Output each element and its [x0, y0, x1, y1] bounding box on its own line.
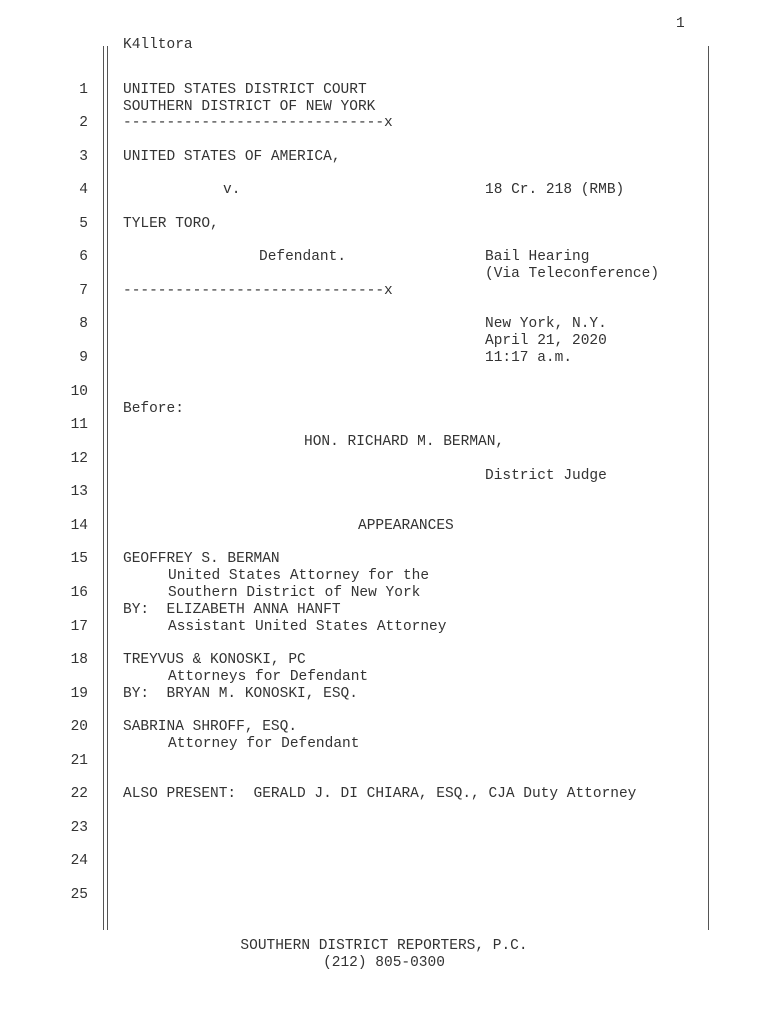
- line-number: 20: [70, 719, 88, 735]
- line-number: 8: [79, 316, 88, 332]
- line-number: 9: [79, 350, 88, 366]
- court-district: SOUTHERN DISTRICT OF NEW YORK: [123, 99, 376, 115]
- line-number: 21: [70, 753, 88, 769]
- defense-firm-name: TREYVUS & KONOSKI, PC: [123, 652, 306, 668]
- defense-firm-title: Attorneys for Defendant: [168, 669, 369, 685]
- defendant-label: Defendant.: [259, 249, 347, 265]
- line-number: 15: [70, 551, 88, 567]
- government-by-title: Assistant United States Attorney: [168, 619, 447, 635]
- judge-name: HON. RICHARD M. BERMAN,: [304, 434, 505, 450]
- before-label: Before:: [123, 401, 184, 417]
- case-number: 18 Cr. 218 (RMB): [485, 182, 625, 198]
- caption-divider-bottom: ------------------------------x: [123, 283, 393, 299]
- line-number: 17: [70, 619, 88, 635]
- right-margin-rule: [708, 46, 709, 930]
- proceeding-mode: (Via Teleconference): [485, 266, 660, 282]
- defense-attorney-title: Attorney for Defendant: [168, 736, 360, 752]
- footer-phone: (212) 805-0300: [323, 955, 445, 971]
- judge-title: District Judge: [485, 468, 607, 484]
- defendant-name: TYLER TORO,: [123, 216, 219, 232]
- line-number: 10: [70, 384, 88, 400]
- appearances-heading: APPEARANCES: [358, 518, 454, 534]
- line-number: 7: [79, 283, 88, 299]
- line-number: 25: [70, 887, 88, 903]
- line-number: 11: [70, 417, 88, 433]
- line-number: 2: [79, 115, 88, 131]
- location-city: New York, N.Y.: [485, 316, 607, 332]
- header-code: K4lltora: [123, 37, 193, 53]
- line-number: 18: [70, 652, 88, 668]
- left-margin-rule-outer: [103, 46, 104, 930]
- line-number: 19: [70, 686, 88, 702]
- line-number: 3: [79, 149, 88, 165]
- government-attorney-district: Southern District of New York: [168, 585, 421, 601]
- line-number: 12: [70, 451, 88, 467]
- plaintiff: UNITED STATES OF AMERICA,: [123, 149, 341, 165]
- line-number: 13: [70, 484, 88, 500]
- court-name: UNITED STATES DISTRICT COURT: [123, 82, 367, 98]
- line-number: 24: [70, 853, 88, 869]
- footer-reporter: SOUTHERN DISTRICT REPORTERS, P.C.: [240, 938, 528, 954]
- line-number: 22: [70, 786, 88, 802]
- government-by: BY: ELIZABETH ANNA HANFT: [123, 602, 341, 618]
- line-number: 16: [70, 585, 88, 601]
- also-present: ALSO PRESENT: GERALD J. DI CHIARA, ESQ., CJA Duty Attorney: [123, 786, 637, 802]
- line-number: 4: [79, 182, 88, 198]
- hearing-time: 11:17 a.m.: [485, 350, 573, 366]
- hearing-date: April 21, 2020: [485, 333, 607, 349]
- line-number: 5: [79, 216, 88, 232]
- line-number: 6: [79, 249, 88, 265]
- line-number: 14: [70, 518, 88, 534]
- left-margin-rule-inner: [107, 46, 108, 930]
- defense-attorney-name: SABRINA SHROFF, ESQ.: [123, 719, 298, 735]
- government-attorney-title: United States Attorney for the: [168, 568, 430, 584]
- versus: v.: [223, 182, 241, 198]
- line-number: 23: [70, 820, 88, 836]
- proceeding-type: Bail Hearing: [485, 249, 590, 265]
- caption-divider-top: ------------------------------x: [123, 115, 393, 131]
- page-number: 1: [676, 16, 685, 32]
- defense-firm-by: BY: BRYAN M. KONOSKI, ESQ.: [123, 686, 358, 702]
- government-attorney-name: GEOFFREY S. BERMAN: [123, 551, 280, 567]
- line-number: 1: [79, 82, 88, 98]
